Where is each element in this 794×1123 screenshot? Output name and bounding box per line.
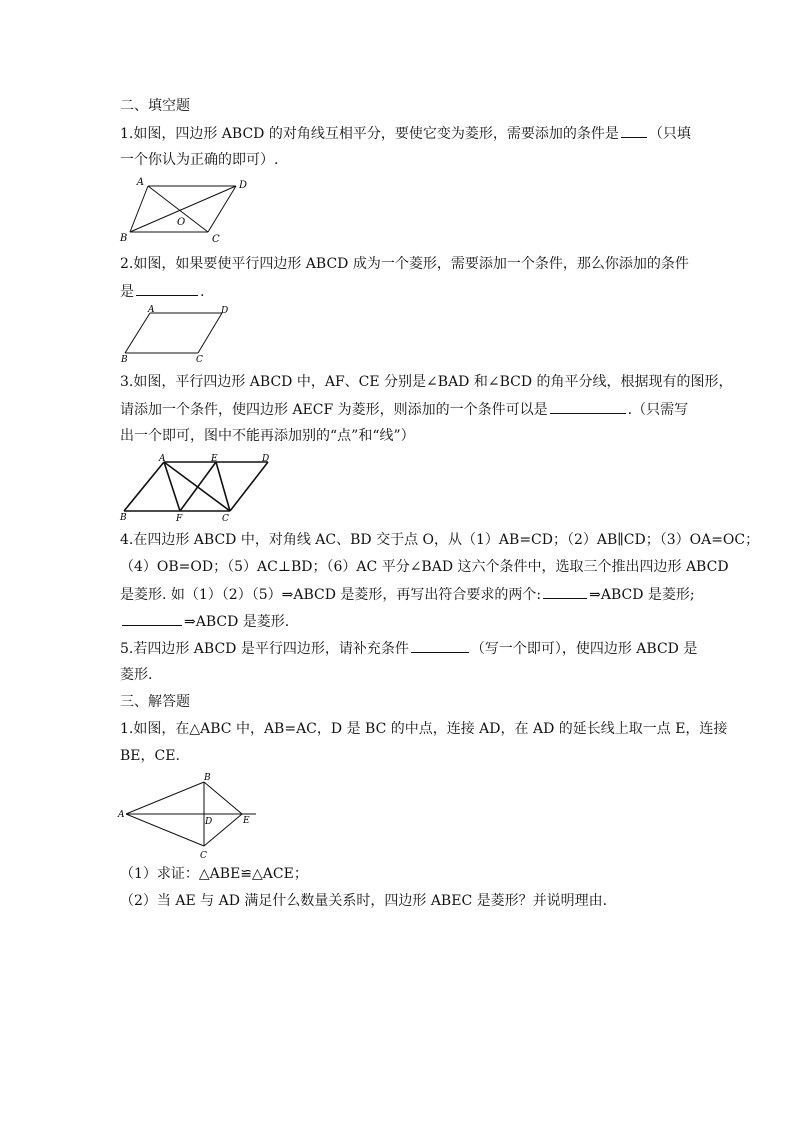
q3-answer-blank[interactable] <box>550 399 626 414</box>
q3-label-B: B <box>120 513 127 523</box>
s1-label-C: C <box>200 851 207 861</box>
q2-figure <box>112 302 242 366</box>
s1-part2: （2）当 AE 与 AD 满足什么数量关系时，四边形 ABEC 是菱形？并说明理由. <box>120 893 608 909</box>
q3-label-F: F <box>176 514 183 524</box>
q5-text-b: （写一个即可），使四边形 ABCD 是 <box>470 641 698 657</box>
q3-label-E: E <box>211 454 218 464</box>
section-title-solve: 三、解答题 <box>120 694 190 710</box>
q4-line2: （4）OB=OD；（5）AC⊥BD；（6）AC 平分∠BAD 这六个条件中，选取三个推出四边形 ABCD <box>120 559 729 575</box>
q5-line1 <box>120 638 697 659</box>
q1-line1 <box>120 123 691 144</box>
q4-line3 <box>120 584 695 605</box>
q5-text-a: 5.若四边形 ABCD 是平行四边形，请补充条件 <box>120 641 409 657</box>
q2-answer-blank[interactable] <box>136 281 198 296</box>
q3-figure <box>112 450 282 526</box>
q3-label-D: D <box>262 454 270 464</box>
q4-answer-blank-2[interactable] <box>122 611 182 626</box>
q2-label-B: B <box>121 355 128 365</box>
q3-text-b: .（只需写 <box>627 402 689 418</box>
section-title-fill: 二、填空题 <box>120 98 190 114</box>
q4-line4 <box>120 611 289 632</box>
s1-label-B: B <box>204 773 211 783</box>
q1-label-O: O <box>177 217 186 228</box>
q1-label-D: D <box>239 180 248 191</box>
q2-label-A: A <box>148 305 155 315</box>
q2-label-C: C <box>196 355 203 365</box>
s1-line1: 1.如图，在△ABC 中，AB=AC，D 是 BC 的中点，连接 AD，在 AD 的延长线上取一点 E，连接 <box>120 721 728 737</box>
q1-text-a: 1.如图，四边形 ABCD 的对角线互相平分，要使它变为菱形，需要添加的条件是 <box>120 126 619 142</box>
s1-line2: BE，CE. <box>120 748 180 764</box>
q3-text-a: 请添加一个条件，使四边形 AECF 为菱形，则添加的一个条件可以是 <box>120 402 548 418</box>
q2-text-b: . <box>200 284 205 300</box>
q3-line1: 3.如图，平行四边形 ABCD 中，AF、CE 分别是∠BAD 和∠BCD 的角平分线，根据现有的图形， <box>120 374 733 390</box>
q4-text-b: ⇒ABCD 是菱形; <box>589 587 695 603</box>
s1-label-A: A <box>118 810 125 820</box>
q1-label-C: C <box>212 234 220 245</box>
q1-line2: 一个你认为正确的即可）. <box>120 152 279 168</box>
q4-text-a: 是菱形. 如（1）（2）（5）⇒ABCD 是菱形，再写出符合要求的两个: <box>120 587 542 603</box>
q2-label-D: D <box>221 306 229 316</box>
s1-label-D: D <box>205 817 213 827</box>
q4-answer-blank-1[interactable] <box>543 584 587 599</box>
q1-label-B: B <box>120 233 128 244</box>
s1-figure <box>112 770 272 862</box>
q1-text-b: （只填 <box>648 126 691 142</box>
q3-line2 <box>120 399 688 420</box>
q3-label-C: C <box>222 514 229 524</box>
s1-label-E: E <box>243 816 250 826</box>
q4-line1: 4.在四边形 ABCD 中，对角线 AC、BD 交于点 O，从（1）AB=CD；（2）AB∥CD；（3）OA=OC； <box>120 532 760 548</box>
q5-line2: 菱形. <box>120 667 153 683</box>
q5-answer-blank[interactable] <box>411 638 469 653</box>
q1-answer-blank[interactable] <box>621 123 647 138</box>
q1-figure <box>112 174 262 246</box>
q2-line1: 2.如图，如果要使平行四边形 ABCD 成为一个菱形，需要添加一个条件，那么你添加的条件 <box>120 256 689 272</box>
s1-part1: （1）求证：△ABE≌△ACE； <box>120 866 308 882</box>
q2-text-a: 是 <box>120 284 134 300</box>
q3-line3: 出一个即可，图中不能再添加别的“点”和“线”） <box>120 428 415 444</box>
q2-line2 <box>120 281 204 302</box>
q1-label-A: A <box>136 177 144 188</box>
q3-label-A: A <box>159 454 166 464</box>
q4-text-c: ⇒ABCD 是菱形. <box>184 614 290 630</box>
